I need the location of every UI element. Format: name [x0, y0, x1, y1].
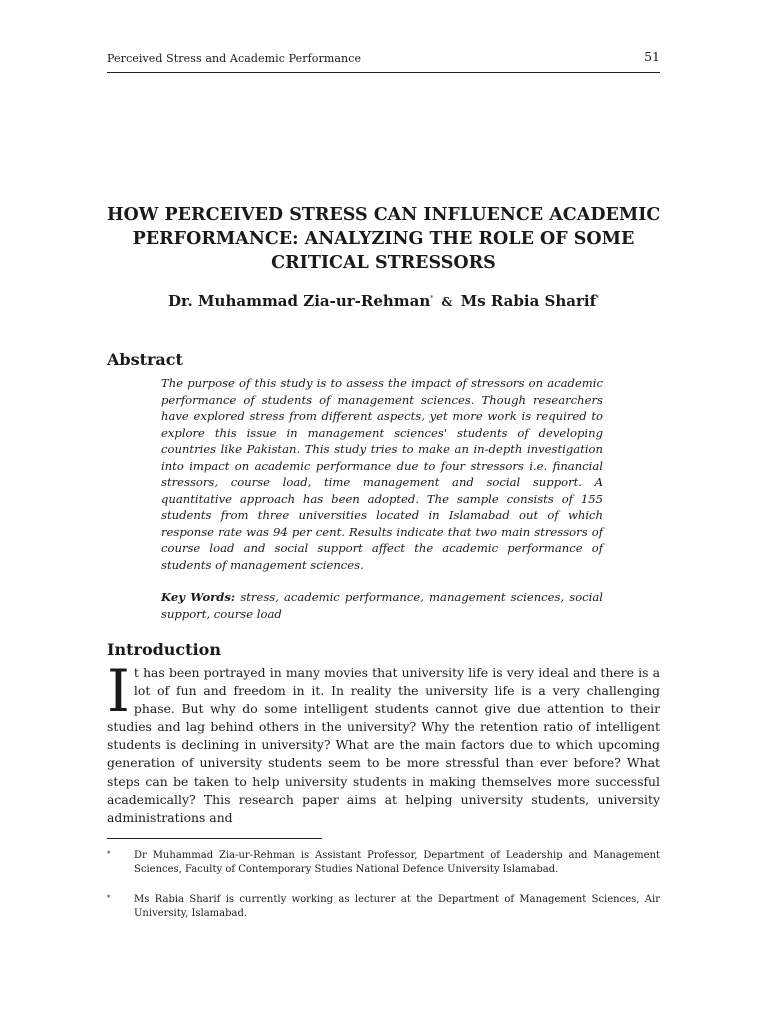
footnote-text: Dr Muhammad Zia-ur-Rehman is Assistant Professor, Department of Leadership and Management Sciences, Faculty of Contemporary Studies National Defence University Islamabad. — [134, 850, 660, 875]
introduction-paragraph: t has been portrayed in many movies that university life is very ideal and there is a lot of fun and freedom in it. In reality the university life is a very challenging phase. But why do some intelligent students cannot give due attention to their studies and lag behind others in the university? Why the retention ratio of intelligent students is declining in university? What are the main factors due to which upcoming generation of university students seem to be more stressful than ever before? What steps can be taken to help university students in making themselves more successful academically? This research paper aims at helping university students, university administrations and — [107, 665, 660, 825]
keywords-list: stress, academic performance, management sciences, social support, course load — [161, 590, 603, 621]
keywords-label: Key Words: — [161, 590, 236, 604]
author-separator: & — [441, 295, 453, 309]
footnote-divider — [107, 838, 322, 839]
abstract-heading: Abstract — [107, 350, 183, 369]
author-line — [107, 292, 660, 310]
title-line: PERFORMANCE: ANALYZING THE ROLE OF SOME — [132, 229, 635, 249]
introduction-text — [107, 657, 660, 827]
author-footnote-marker: * — [596, 295, 600, 302]
footnote — [107, 893, 660, 921]
running-title: Perceived Stress and Academic Performance — [107, 52, 362, 65]
author-footnote-marker: * — [430, 295, 434, 302]
introduction-heading: Introduction — [107, 640, 221, 659]
drop-cap: I — [107, 657, 130, 725]
author-name: Dr. Muhammad Zia-ur-Rehman — [167, 292, 431, 310]
footnote-mark: * — [107, 894, 111, 902]
title-line: CRITICAL STRESSORS — [271, 253, 496, 273]
running-header — [107, 50, 660, 73]
keywords — [161, 589, 603, 622]
author-name: Ms Rabia Sharif — [460, 292, 597, 310]
page-number: 51 — [644, 49, 660, 64]
footnote — [107, 849, 660, 877]
paper-title — [107, 203, 660, 275]
footnote-text: Ms Rabia Sharif is currently working as lecturer at the Department of Management Sciences, Air University, Islamabad. — [134, 894, 660, 919]
abstract-text: The purpose of this study is to assess the impact of stressors on academic performance of students of management sciences. Though researchers have explored stress from different aspects, yet more work is required to explore this issue in management sciences' students of developing countries like Pakistan. This study tries to make an in-depth investigation into impact on academic performance due to four stressors i.e. financial stressors, course load, time management and social support. A quantitative approach has been adopted. The sample consists of 155 students from three universities located in Islamabad out of which response rate was 94 per cent. Results indicate that two main stressors of course load and social support affect the academic performance of students of management sciences. — [161, 376, 603, 572]
footnote-mark: * — [107, 850, 111, 858]
title-line: HOW PERCEIVED STRESS CAN INFLUENCE ACADEMIC — [107, 205, 661, 225]
